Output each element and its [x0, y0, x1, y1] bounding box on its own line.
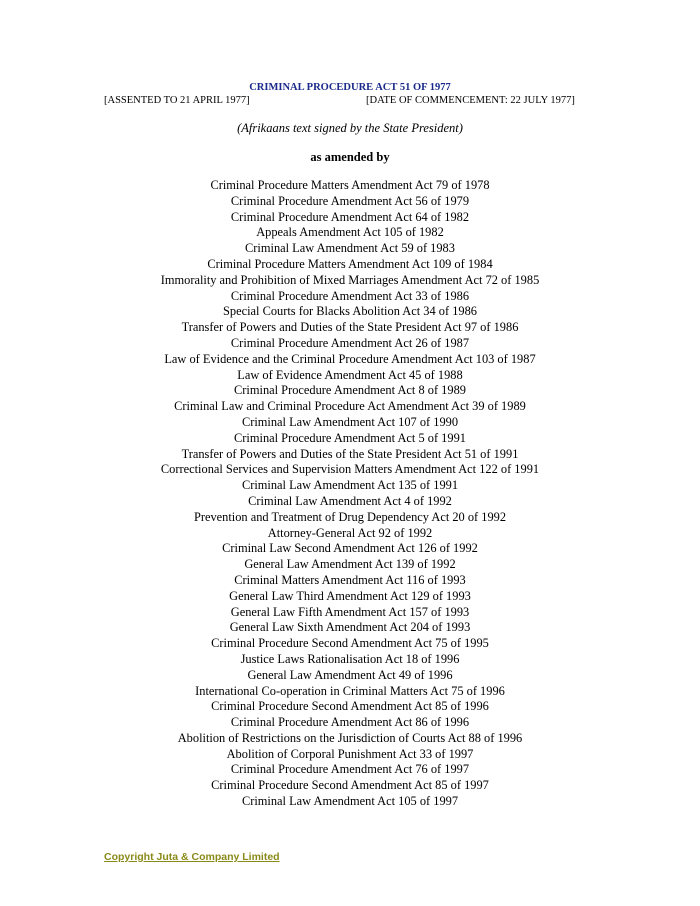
amendment-item: Prevention and Treatment of Drug Dependency Act 20 of 1992	[193, 509, 507, 524]
amendment-list	[0, 178, 700, 810]
amendment-item: Criminal Procedure Amendment Act 64 of 1982	[230, 209, 470, 224]
amendment-item: Criminal Procedure Matters Amendment Act 79 of 1978	[210, 178, 490, 192]
amendment-item: Attorney-General Act 92 of 1992	[267, 525, 433, 540]
amendment-item: General Law Third Amendment Act 129 of 1993	[229, 588, 471, 603]
commencement-date: [DATE OF COMMENCEMENT: 22 JULY 1977]	[366, 95, 575, 106]
assent-date: [ASSENTED TO 21 APRIL 1977]	[104, 95, 250, 106]
amendment-item: Criminal Procedure Amendment Act 33 of 1986	[230, 288, 470, 303]
amendment-item: General Law Sixth Amendment Act 204 of 1993	[229, 620, 471, 635]
amendment-item: Immorality and Prohibition of Mixed Marriages Amendment Act 72 of 1985	[160, 272, 540, 287]
amendment-item: Criminal Law Second Amendment Act 126 of 1992	[222, 541, 478, 556]
page-title: CRIMINAL PROCEDURE ACT 51 OF 1977	[249, 82, 451, 93]
amendment-item: Criminal Procedure Matters Amendment Act 109 of 1984	[207, 256, 493, 271]
amendment-item: Criminal Procedure Amendment Act 76 of 1997	[230, 762, 470, 777]
amendment-item: Criminal Law Amendment Act 4 of 1992	[248, 493, 452, 508]
amendment-item: Law of Evidence and the Criminal Procedure Amendment Act 103 of 1987	[164, 351, 536, 366]
amendment-item: General Law Amendment Act 139 of 1992	[244, 557, 456, 572]
amendment-item: Criminal Matters Amendment Act 116 of 1993	[234, 572, 466, 587]
amendment-item: Criminal Law and Criminal Procedure Act Amendment Act 39 of 1989	[174, 399, 526, 414]
amendment-item: Criminal Law Amendment Act 59 of 1983	[245, 241, 455, 256]
amendment-item: Abolition of Corporal Punishment Act 33 of 1997	[226, 746, 474, 761]
amendment-item: Criminal Procedure Amendment Act 8 of 1989	[234, 383, 466, 398]
amendment-item: Criminal Law Amendment Act 135 of 1991	[241, 478, 459, 493]
amendment-item: Abolition of Restrictions on the Jurisdiction of Courts Act 88 of 1996	[177, 730, 523, 745]
amendment-item: Appeals Amendment Act 105 of 1982	[256, 225, 444, 240]
signed-note: (Afrikaans text signed by the State President)	[237, 121, 463, 135]
amendment-item: Criminal Procedure Amendment Act 5 of 1991	[234, 430, 466, 445]
amendment-item: Criminal Procedure Amendment Act 86 of 1996	[230, 715, 470, 730]
amendment-item: Criminal Procedure Second Amendment Act 85 of 1997	[211, 778, 489, 793]
amendment-item: Transfer of Powers and Duties of the State President Act 97 of 1986	[181, 320, 519, 335]
amendment-item: General Law Amendment Act 49 of 1996	[247, 667, 453, 682]
amendment-item: Criminal Procedure Second Amendment Act 85 of 1996	[211, 699, 489, 714]
amendment-item: General Law Fifth Amendment Act 157 of 1993	[230, 604, 470, 619]
amendment-item: International Co-operation in Criminal Matters Act 75 of 1996	[195, 683, 505, 698]
amendment-item: Criminal Law Amendment Act 105 of 1997	[241, 794, 459, 809]
amendment-item: Correctional Services and Supervision Matters Amendment Act 122 of 1991	[160, 462, 540, 477]
amendment-item: Criminal Procedure Amendment Act 56 of 1979	[230, 193, 470, 208]
amendment-item: Justice Laws Rationalisation Act 18 of 1996	[240, 651, 460, 666]
amendment-item: Criminal Law Amendment Act 107 of 1990	[241, 414, 459, 429]
copyright-link[interactable]: Copyright Juta & Company Limited	[104, 851, 280, 863]
amendment-item: Transfer of Powers and Duties of the State President Act 51 of 1991	[181, 446, 519, 461]
amendment-item: Criminal Procedure Second Amendment Act 75 of 1995	[211, 636, 489, 651]
amendment-item: Special Courts for Blacks Abolition Act 34 of 1986	[223, 304, 477, 319]
amended-by-heading: as amended by	[310, 150, 390, 164]
amendment-item: Criminal Procedure Amendment Act 26 of 1987	[230, 335, 470, 350]
amendment-item: Law of Evidence Amendment Act 45 of 1988	[237, 367, 463, 382]
